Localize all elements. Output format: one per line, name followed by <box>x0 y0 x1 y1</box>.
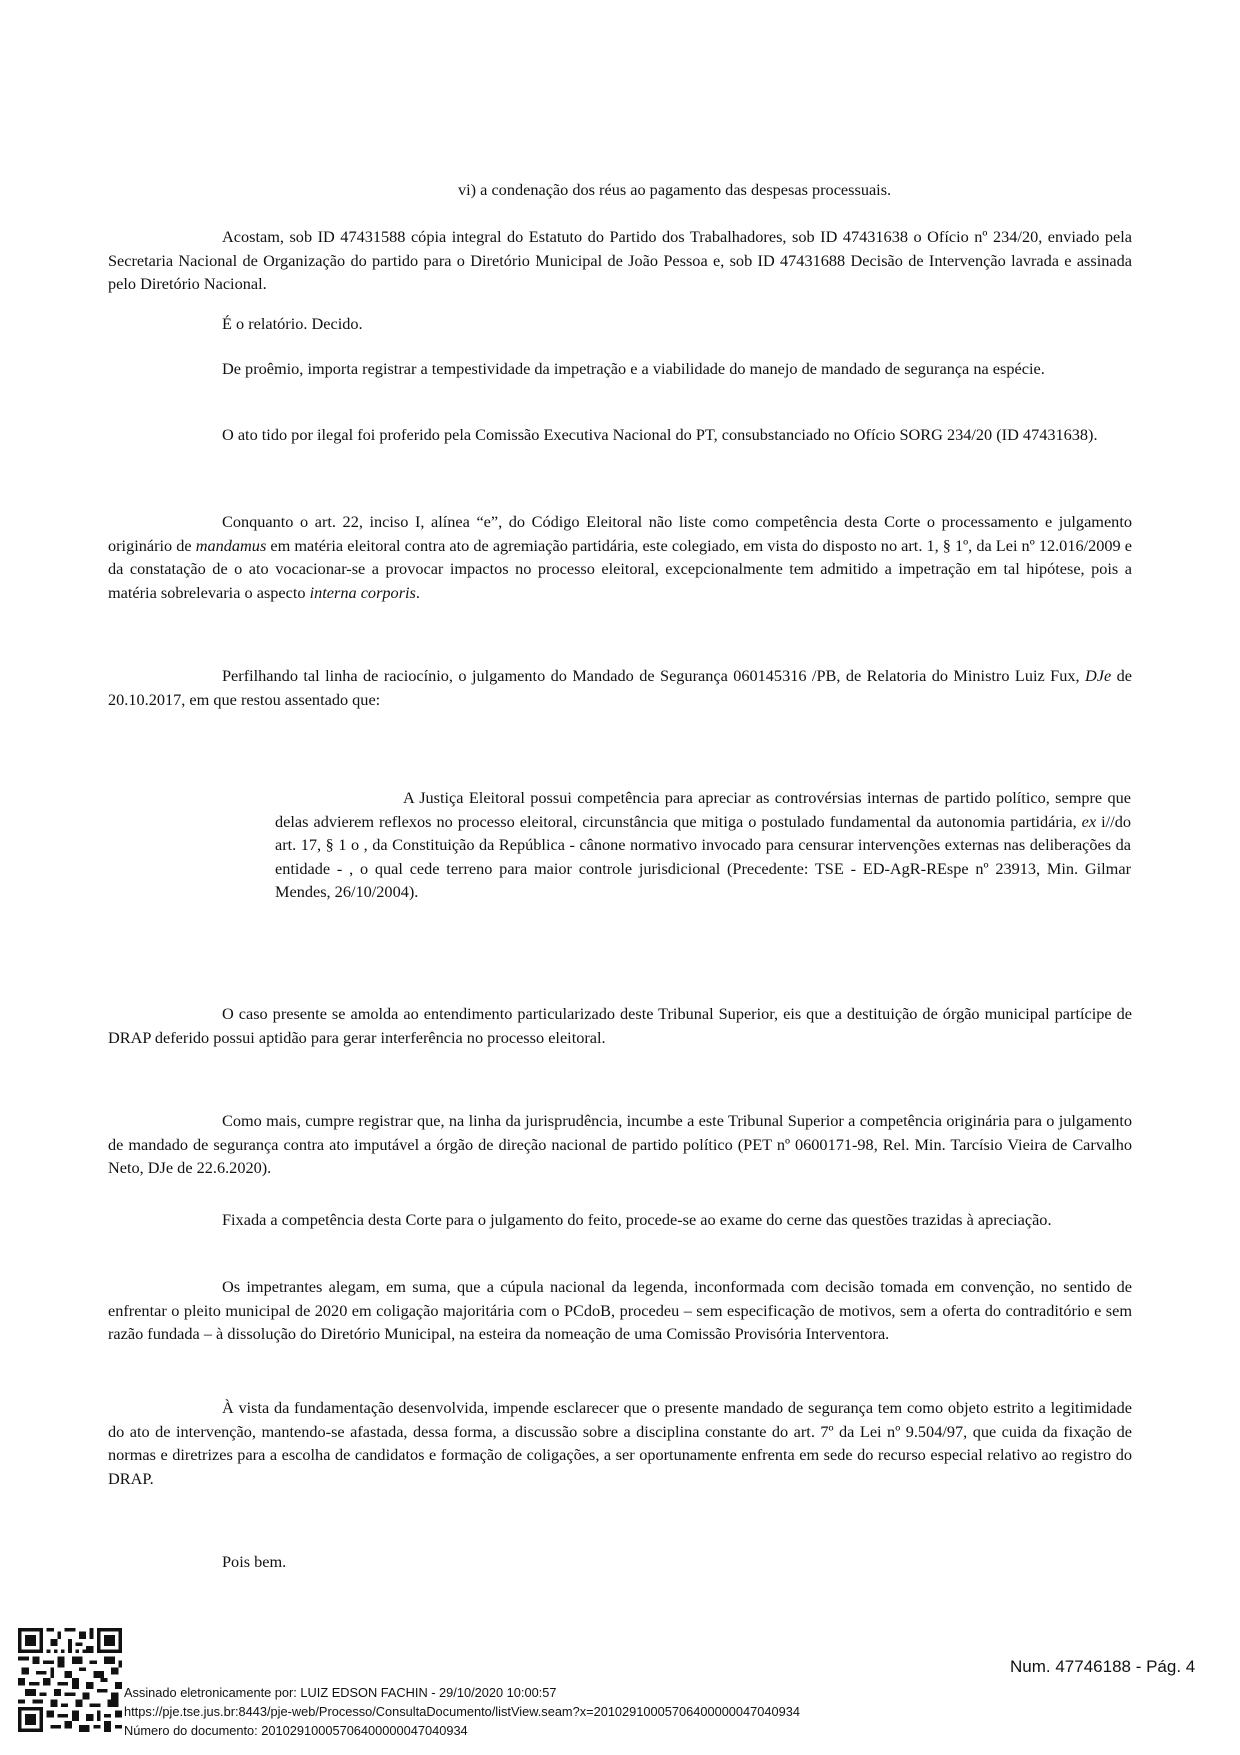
text: em matéria eleitoral contra ato de agremiação partidária, este colegiado, em vista do disposto no art. 1, § 1º, da Lei nº 12.016/2009 e da constatação de o ato vocacionar-se a provocar impactos no processo eleitoral, excepcionalmente tem admitido a impetração em tal hipótese, pois a matéria sobrelevaria o aspecto <box>108 535 1132 602</box>
paragraph-caso-presente: O caso presente se amolda ao entendimento particularizado deste Tribunal Superior, eis que a destituição de órgão municipal partícipe de DRAP deferido possui aptidão para gerar interferência no processo eleitoral. <box>108 1004 1132 1047</box>
paragraph-conquanto <box>108 510 1132 604</box>
list-item-vi: vi) a condenação dos réus ao pagamento das despesas processuais. <box>458 180 892 199</box>
text: i//do art. 17, § 1 o , da Constituição da República - cânone normativo invocado para censurar intervenções externas nas deliberações da entidade - , o qual cede terreno para maior controle jurisdicional (Precedente: TSE - ED-AgR-REspe nº 23913, Min. Gilmar Mendes, 26/10/2004). <box>275 811 1131 901</box>
document-number: Número do documento: 20102910005706400000047040934 <box>124 1723 468 1738</box>
document-url[interactable]: https://pje.tse.jus.br:8443/pje-web/Processo/ConsultaDocumento/listView.seam?x=20102910005706400000047040934 <box>124 1704 800 1719</box>
paragraph-a-vista: À vista da fundamentação desenvolvida, impende esclarecer que o presente mandado de segurança tem como objeto estrito a legitimidade do ato de intervenção, mantendo-se afastada, dessa forma, a discussão sobre a disciplina constante do art. 7º da Lei nº 9.504/97, que cuida da fixação de normas e diretrizes para a escolha de candidatos e formação de coligações, a ser oportunamente enfrenta em sede do recurso especial relativo ao registro do DRAP. <box>108 1398 1132 1488</box>
text: de 20.10.2017, em que restou assentado que: <box>108 666 1133 709</box>
text: . <box>415 582 420 602</box>
paragraph-relatorio: É o relatório. Decido. <box>222 314 363 333</box>
paragraph-pois-bem: Pois bem. <box>222 1552 287 1571</box>
text: A Justiça Eleitoral possui competência para apreciar as controvérsias internas de partido político, sempre que delas advierem reflexos no processo eleitoral, circunstância que mitiga o postulado fundamental da autonomia partidária, <box>275 788 1131 831</box>
paragraph-fixada: Fixada a competência desta Corte para o julgamento do feito, procede-se ao exame do cerne das questões trazidas à apreciação. <box>222 1210 1052 1229</box>
paragraph-proemio: De proêmio, importa registrar a tempestividade da impetração e a viabilidade do manejo de mandado de segurança na espécie. <box>222 359 1045 378</box>
block-quote <box>275 786 1131 904</box>
paragraph-ato-ilegal: O ato tido por ilegal foi proferido pela Comissão Executiva Nacional do PT, consubstanciado no Ofício SORG 234/20 (ID 47431638). <box>222 425 1098 444</box>
paragraph-impetrantes: Os impetrantes alegam, em suma, que a cúpula nacional da legenda, inconformada com decisão tomada em convenção, no sentido de enfrentar o pleito municipal de 2020 em coligação majoritária com o PCdoB, procedeu – sem especificação de motivos, sem a oferta do contraditório e sem razão fundada – à dissolução do Diretório Municipal, na esteira da nomeação de uma Comissão Provisória Interventora. <box>108 1277 1132 1343</box>
paragraph-acostam: Acostam, sob ID 47431588 cópia integral do Estatuto do Partido dos Trabalhadores, sob ID 47431638 o Ofício nº 234/20, enviado pela Secretaria Nacional de Organização do partido para o Diretório Municipal de João Pessoa e, sob ID 47431688 Decisão de Intervenção lavrada e assinada pelo Diretório Nacional. <box>108 227 1132 293</box>
signature-line: Assinado eletronicamente por: LUIZ EDSON FACHIN - 29/10/2020 10:00:57 <box>124 1685 557 1700</box>
italic-text: DJe <box>1085 666 1112 685</box>
page-number: Num. 47746188 - Pág. 4 <box>1010 1657 1196 1676</box>
paragraph-perfilhando <box>108 664 1132 711</box>
text: Conquanto o art. 22, inciso I, alínea “e”, do Código Eleitoral não liste como competência desta Corte o processamento e julgamento originário de <box>108 512 1132 555</box>
italic-text: mandamus <box>195 535 267 555</box>
paragraph-como-mais: Como mais, cumpre registrar que, na linha da jurisprudência, incumbe a este Tribunal Superior a competência originária para o julgamento de mandado de segurança contra ato imputável a órgão de direção nacional de partido político (PET nº 0600171-98, Rel. Min. Tarcísio Vieira de Carvalho Neto, DJe de 22.6.2020). <box>108 1111 1132 1177</box>
italic-text: ex <box>1081 811 1097 831</box>
qr-code-icon <box>18 1628 122 1732</box>
italic-text: interna corporis <box>309 582 416 602</box>
text: Perfilhando tal linha de raciocínio, o julgamento do Mandado de Segurança 060145316 /PB, de Relatoria do Ministro Luiz Fux, <box>222 666 1085 685</box>
